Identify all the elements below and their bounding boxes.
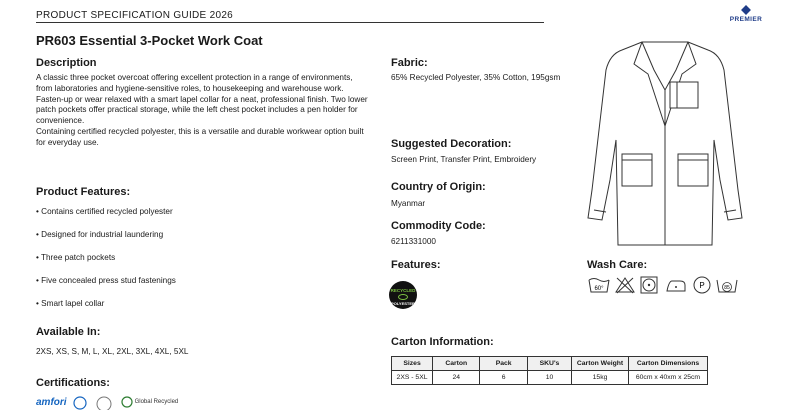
carton-col-header: SKU's [527,357,571,371]
badge-bottom-text: POLYESTER [391,301,415,306]
amfori-logo: amfori [36,397,67,408]
origin-heading: Country of Origin: [391,181,486,193]
header-divider [36,22,544,23]
carton-cell: 6 [480,371,527,385]
product-title: PR603 Essential 3-Pocket Work Coat [36,33,263,48]
feature-item: • Smart lapel collar [36,299,104,308]
carton-col-header: Pack [480,357,527,371]
fabric-value: 65% Recycled Polyester, 35% Cotton, 195gsm [391,73,561,82]
industrial-wash-85-icon [716,276,738,294]
brand-name: PREMIER [729,16,763,23]
feature-item: • Five concealed press stud fastenings [36,276,176,285]
wash-60-icon [588,276,610,294]
recycle-icon [398,294,408,300]
description-paragraph: Containing certified recycled polyester, this is a versatile and durable workwear option built for everyday use. [36,126,364,147]
origin-value: Myanmar [391,199,426,208]
feature-item: • Three patch pockets [36,253,115,262]
iron-icon [664,276,688,294]
certifications-heading: Certifications: [36,377,110,389]
carton-header-row [392,357,708,371]
grs-label: Global Recycled [134,399,179,405]
brand-mark-icon [741,5,751,15]
cert-seal-icon [93,396,115,410]
available-sizes: 2XS, XS, S, M, L, XL, 2XL, 3XL, 4XL, 5XL [36,347,189,356]
brand-logo [726,5,766,23]
commodity-value: 6211331000 [391,237,436,246]
carton-col-header: Carton [433,357,480,371]
grs-logo [121,396,179,408]
commodity-heading: Commodity Code: [391,220,486,232]
wash-85-label: 85 [724,285,730,291]
feature-item: • Contains certified recycled polyester [36,207,173,216]
wash-care-icons [588,276,738,294]
fabric-heading: Fabric: [391,57,428,69]
wash-60-label: 60° [594,286,604,292]
carton-col-header: Sizes [392,357,433,371]
table-row [392,371,708,385]
carton-cell: 60cm x 40xm x 25cm [628,371,707,385]
wash-care-heading: Wash Care: [587,259,648,271]
no-bleach-icon [614,276,636,294]
carton-cell: 24 [433,371,480,385]
feature-item: • Designed for industrial laundering [36,230,163,239]
guide-title: PRODUCT SPECIFICATION GUIDE 2026 [36,10,234,21]
available-heading: Available In: [36,326,101,338]
dry-clean-p-icon [692,276,712,294]
tumble-dry-icon [640,276,660,294]
description-paragraph: Fasten-up or wear relaxed with a smart lapel collar for a neat, professional finish. Two lower patch pockets offer practical storage, while the left chest pocket includes a pen holder for convenience. [36,94,368,126]
description-heading: Description [36,57,97,69]
carton-cell: 10 [527,371,571,385]
carton-heading: Carton Information: [391,336,494,348]
carton-col-header: Carton Weight [572,357,629,371]
badge-top-text: RECYCLED [390,288,416,293]
features-badge-heading: Features: [391,259,441,271]
recycled-polyester-badge [389,281,417,309]
decoration-heading: Suggested Decoration: [391,138,512,150]
svg-text:P: P [699,281,705,290]
carton-col-header: Carton Dimensions [628,357,707,371]
description-paragraph: A classic three pocket overcoat offering excellent protection in a range of environments, from laboratories and hygiene-sensitive roles, to housekeeping and warehouse work. [36,73,353,93]
carton-cell: 15kg [572,371,629,385]
carton-cell: 2XS - 5XL [392,371,433,385]
features-heading: Product Features: [36,186,131,198]
cert-circle-icon [73,396,87,410]
decoration-value: Screen Print, Transfer Print, Embroidery [391,155,537,164]
description-text [36,73,370,149]
work-coat-illustration [582,30,748,252]
grs-icon [121,396,133,408]
carton-table [391,356,708,385]
certification-logos [36,396,178,410]
